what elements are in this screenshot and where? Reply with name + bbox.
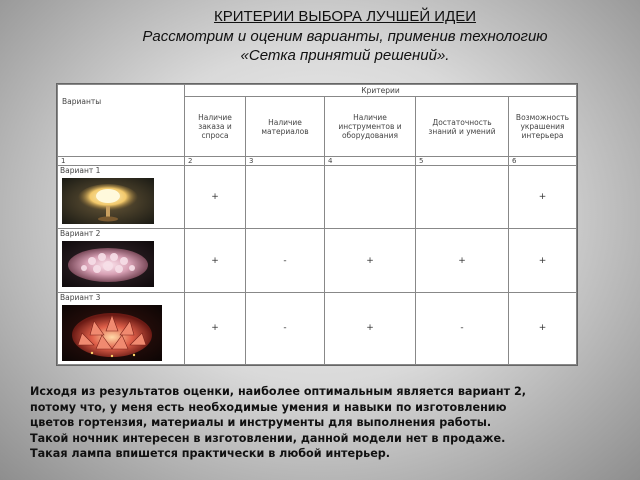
mark-cell: - xyxy=(246,292,325,364)
header-variants: Варианты xyxy=(58,85,185,157)
mark-cell: - xyxy=(246,229,325,292)
conclusion-text xyxy=(30,384,620,462)
subtitle-line-2: «Сетка принятий решений». xyxy=(240,47,450,64)
mark-cell: + xyxy=(185,166,246,229)
criterion-1: Наличие заказа и спроса xyxy=(185,97,246,157)
mark-cell: + xyxy=(509,229,577,292)
variant-3-photo xyxy=(62,305,162,361)
number-row xyxy=(58,157,577,166)
mark-cell: + xyxy=(509,166,577,229)
slide-subtitle xyxy=(90,27,600,65)
col-number: 6 xyxy=(509,157,577,166)
mark-cell: + xyxy=(509,292,577,364)
mark-cell: + xyxy=(185,292,246,364)
variant-1-photo xyxy=(62,178,154,224)
header-criteria: Критерии xyxy=(185,85,577,97)
variant-label: Вариант 1 xyxy=(60,166,101,176)
mark-cell xyxy=(246,166,325,229)
mark-cell: + xyxy=(325,292,416,364)
col-number: 1 xyxy=(58,157,185,166)
criterion-3: Наличие инструментов и оборудования xyxy=(325,97,416,157)
variant-cell xyxy=(58,292,185,364)
conclusion-line: цветов гортензия, материалы и инструменты для выполнения работы. xyxy=(30,416,492,429)
criterion-5: Возможность украшения интерьера xyxy=(509,97,577,157)
table-row xyxy=(58,292,577,364)
variant-cell xyxy=(58,166,185,229)
criterion-4: Достаточность знаний и умений xyxy=(416,97,509,157)
col-number: 3 xyxy=(246,157,325,166)
decision-grid xyxy=(56,83,578,366)
conclusion-line: потому что, у меня есть необходимые умения и навыки по изготовлению xyxy=(30,400,507,414)
conclusion-line: Исходя из результатов оценки, наиболее оптимальным является вариант 2, xyxy=(30,385,527,398)
mark-cell xyxy=(416,166,509,229)
variant-label: Вариант 2 xyxy=(60,229,101,239)
variant-cell xyxy=(58,229,185,292)
slide-title: КРИТЕРИИ ВЫБОРА ЛУЧШЕЙ ИДЕИ xyxy=(213,8,477,25)
variant-2-photo xyxy=(62,241,154,287)
mark-cell: + xyxy=(185,229,246,292)
table-row xyxy=(58,166,577,229)
decision-table xyxy=(57,84,577,365)
criterion-2: Наличие материалов xyxy=(246,97,325,157)
conclusion-line: Такой ночник интересен в изготовлении, данной модели нет в продаже. xyxy=(30,431,506,445)
col-number: 4 xyxy=(325,157,416,166)
conclusion-line: Такая лампа впишется практически в любой интерьер. xyxy=(30,447,391,460)
mark-cell: - xyxy=(416,292,509,364)
variant-label: Вариант 3 xyxy=(60,292,101,302)
mark-cell: + xyxy=(416,229,509,292)
table-row xyxy=(58,229,577,292)
subtitle-line-1: Рассмотрим и оценим варианты, применив технологию xyxy=(142,28,548,45)
title-block xyxy=(90,8,600,65)
col-number: 5 xyxy=(416,157,509,166)
mark-cell xyxy=(325,166,416,229)
mark-cell: + xyxy=(325,229,416,292)
col-number: 2 xyxy=(185,157,246,166)
